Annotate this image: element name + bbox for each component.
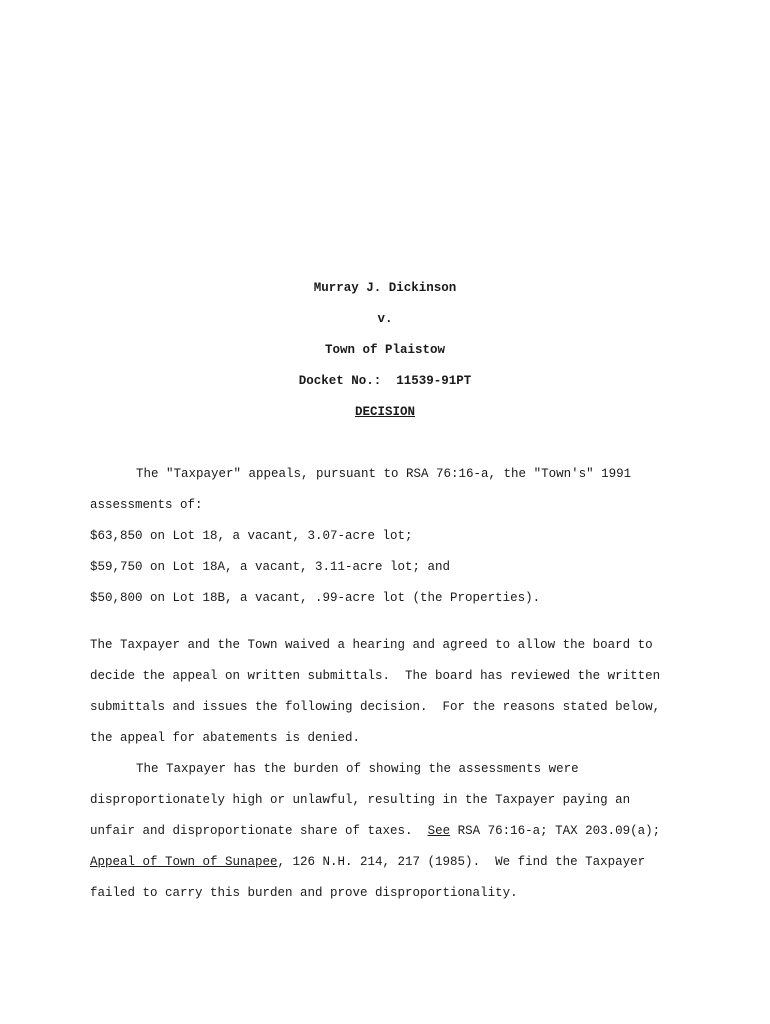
- paragraph-3-line-2: disproportionately high or unlawful, resulting in the Taxpayer paying an: [90, 793, 631, 807]
- defendant-name: Town of Plaistow: [324, 343, 446, 357]
- paragraph-2-line-1: The Taxpayer and the Town waived a hearing and agreed to allow the board to: [90, 638, 653, 652]
- decision-heading: [0, 404, 770, 420]
- case-citation-sunapee: Appeal of Town of Sunapee: [90, 855, 278, 869]
- assessment-lot-18b: $50,800 on Lot 18B, a vacant, .99-acre lot (the Properties).: [90, 591, 541, 605]
- assessment-lot-18a: $59,750 on Lot 18A, a vacant, 3.11-acre lot; and: [90, 560, 451, 574]
- paragraph-3-line-3-end: RSA 76:16-a; TAX 203.09(a);: [450, 824, 661, 838]
- paragraph-3-line-1: The Taxpayer has the burden of showing the assessments were: [136, 762, 579, 776]
- citation-see-signal: See: [427, 824, 451, 838]
- decision-heading-text: DECISION: [354, 405, 415, 419]
- assessment-lot-18: $63,850 on Lot 18, a vacant, 3.07-acre lot;: [90, 529, 413, 543]
- paragraph-1-line-2: assessments of:: [90, 498, 203, 512]
- paragraph-2-line-4: the appeal for abatements is denied.: [90, 731, 361, 745]
- paragraph-3-line-4: [90, 854, 645, 870]
- paragraph-3-line-3: [90, 823, 660, 839]
- paragraph-2-line-3: submittals and issues the following decision. For the reasons stated below,: [90, 700, 661, 714]
- plaintiff-name: Murray J. Dickinson: [313, 281, 457, 295]
- paragraph-3-line-3-start: unfair and disproportionate share of taxes.: [90, 824, 428, 838]
- paragraph-3-line-4-end: , 126 N.H. 214, 217 (1985). We find the Taxpayer: [277, 855, 646, 869]
- paragraph-3-line-5: failed to carry this burden and prove disproportionality.: [90, 886, 518, 900]
- versus-label: v.: [377, 312, 393, 326]
- paragraph-2-line-2: decide the appeal on written submittals. The board has reviewed the written: [90, 669, 661, 683]
- docket-number: Docket No.: 11539-91PT: [298, 374, 472, 388]
- paragraph-1-line-1: The "Taxpayer" appeals, pursuant to RSA 76:16-a, the "Town's" 1991: [136, 467, 632, 481]
